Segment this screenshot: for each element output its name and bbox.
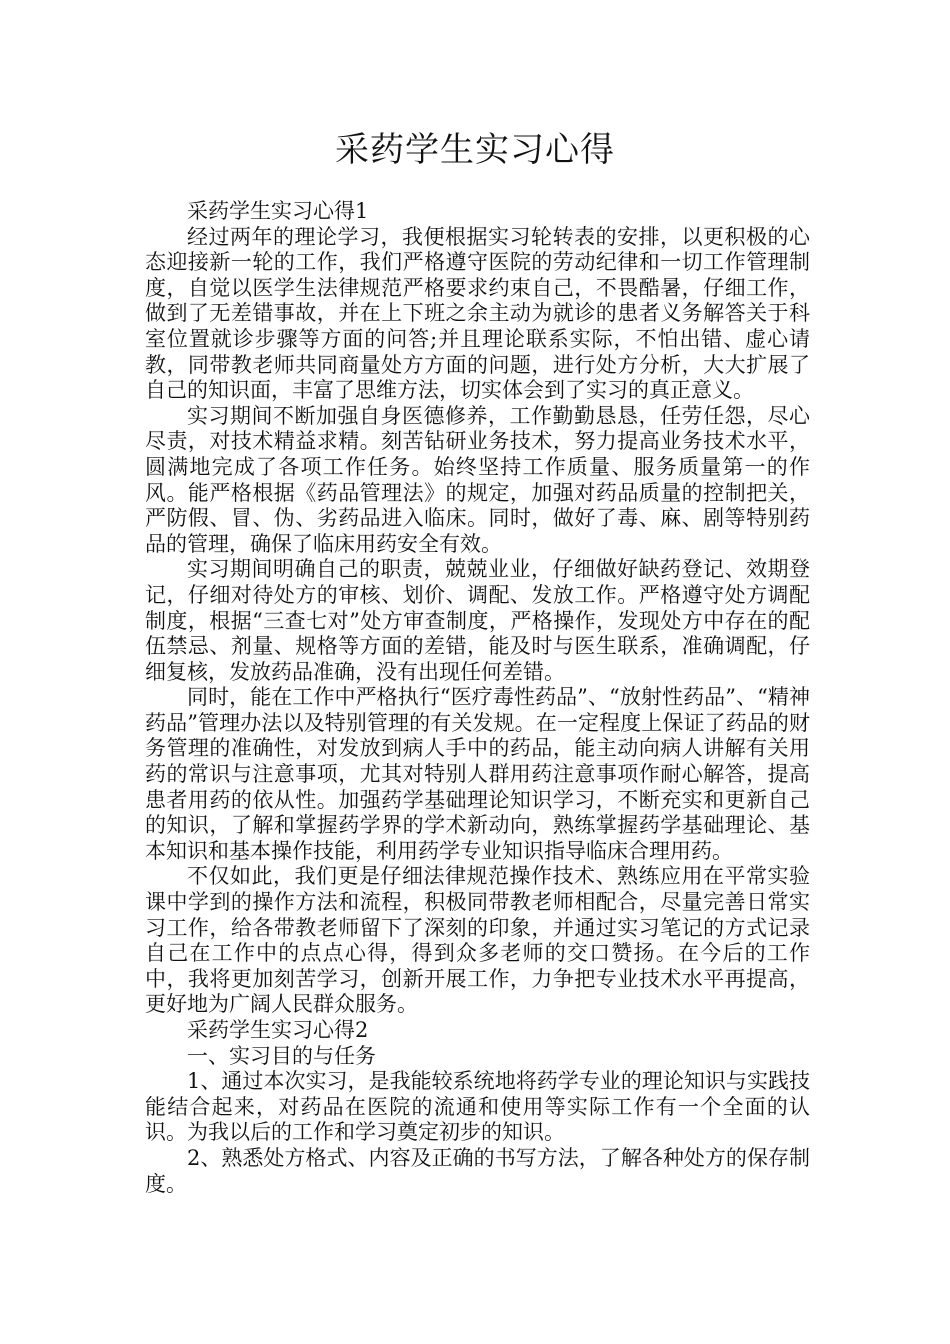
body-paragraph: 2、熟悉处方格式、内容及正确的书写方法，了解各种处方的保存制度。 — [145, 1145, 810, 1196]
document-body — [145, 199, 810, 1197]
body-paragraph: 不仅如此，我们更是仔细法律规范操作技术、熟练应用在平常实验课中学到的操作方法和流程，积极同带教老师相配合，尽量完善日常实习工作，给各带教老师留下了深刻的印象，并通过实习笔记的方式记录自己在工作中的点点心得，得到众多老师的交口赞扬。在今后的工作中，我将更加刻苦学习，创新开展工作，力争把专业技术水平再提高，更好地为广阔人民群众服务。 — [145, 864, 810, 1017]
body-paragraph: 实习期间不断加强自身医德修养，工作勤勤恳恳，任劳任怨，尽心尽责，对技术精益求精。刻苦钻研业务技术，努力提高业务技术水平，圆满地完成了各项工作任务。始终坚持工作质量、服务质量第一的作风。能严格根据《药品管理法》的规定，加强对药品质量的控制把关，严防假、冒、伪、劣药品进入临床。同时，做好了毒、麻、剧等特别药品的管理，确保了临床用药安全有效。 — [145, 403, 810, 556]
body-paragraph: 实习期间明确自己的职责，兢兢业业，仔细做好缺药登记、效期登记，仔细对待处方的审核、划价、调配、发放工作。严格遵守处方调配制度，根据“三查七对”处方审查制度，严格操作，发现处方中存在的配伍禁忌、剂量、规格等方面的差错，能及时与医生联系，准确调配，仔细复核，发放药品准确，没有出现任何差错。 — [145, 557, 810, 684]
section-heading: 采药学生实习心得1 — [187, 199, 369, 223]
body-paragraph: 1、通过本次实习，是我能较系统地将药学专业的理论知识与实践技能结合起来，对药品在医院的流通和使用等实际工作有一个全面的认识。为我以后的工作和学习奠定初步的知识。 — [145, 1069, 810, 1145]
section-heading: 采药学生实习心得2 — [187, 1018, 369, 1042]
document-title: 采药学生实习心得 — [335, 130, 615, 170]
body-paragraph: 经过两年的理论学习，我便根据实习轮转表的安排，以更积极的心态迎接新一轮的工作，我们严格遵守医院的劳动纪律和一切工作管理制度，自觉以医学生法律规范严格要求约束自己，不畏酷暑，仔细工作，做到了无差错事故，并在上下班之余主动为就诊的患者义务解答关于科室位置就诊步骤等方面的问答;并且理论联系实际，不怕出错、虚心请教，同带教老师共同商量处方方面的问题，进行处方分析，大大扩展了自己的知识面，丰富了思维方法，切实体会到了实习的真正意义。 — [145, 224, 810, 403]
body-paragraph: 同时，能在工作中严格执行“医疗毒性药品”、“放射性药品”、“精神药品”管理办法以及特别管理的有关发规。在一定程度上保证了药品的财务管理的准确性，对发放到病人手中的药品，能主动向病人讲解有关用药的常识与注意事项，尤其对特别人群用药注意事项作耐心解答，提高患者用药的依从性。加强药学基础理论知识学习，不断充实和更新自己的知识，了解和掌握药学界的学术新动向，熟练掌握药学基础理论、基本知识和基本操作技能，利用药学专业知识指导临床合理用药。 — [145, 685, 810, 863]
subsection-heading: 一、实习目的与任务 — [187, 1043, 376, 1068]
